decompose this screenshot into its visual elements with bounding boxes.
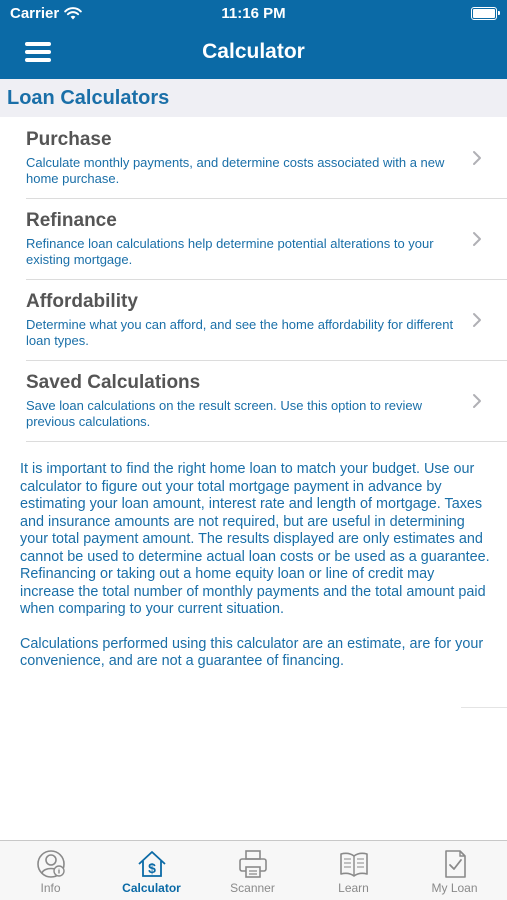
page-title: Calculator xyxy=(202,40,305,63)
chevron-right-icon xyxy=(471,231,483,247)
section-header xyxy=(0,79,507,117)
list-item-title: Refinance xyxy=(26,210,117,231)
tab-label: My Loan xyxy=(431,881,478,895)
navigation-header xyxy=(0,0,507,79)
svg-text:$: $ xyxy=(147,860,156,876)
list-item-description: Determine what you can afford, and see the home affordability for different loan types. xyxy=(26,317,454,348)
disclaimer-paragraph: It is important to find the right home loan to match your budget. Use our calculator to figure out your total mortgage payment in advance by estimating your loan amount, interest rate and length of mortgage. Taxes and insurance amounts are not required, but are useful in determining your total payment amount. The results displayed are only estimates and cannot be used to determine actual loan costs or be used as a guarantee. Refinancing or taking out a home equity loan or line of credit may increase the total number of monthly payments and the total amount paid when comparing to your current situation. xyxy=(20,461,490,617)
disclaimer-paragraph: Calculations performed using this calculator are an estimate, are for your convenience, and are not a guarantee of financing. xyxy=(20,635,484,669)
tab-label: Info xyxy=(40,881,61,895)
list-item-refinance[interactable] xyxy=(0,199,507,280)
divider xyxy=(26,441,507,442)
calculator-house-icon xyxy=(136,848,168,880)
list-item-title: Purchase xyxy=(26,129,112,150)
printer-scanner-icon xyxy=(237,848,269,880)
calculator-list xyxy=(0,118,507,442)
list-item-affordability[interactable] xyxy=(0,280,507,361)
list-item-description: Save loan calculations on the result screen. Use this option to review previous calculations. xyxy=(26,398,422,429)
tab-learn[interactable] xyxy=(303,841,404,900)
list-item-title: Affordability xyxy=(26,291,138,312)
list-item-saved-calculations[interactable] xyxy=(0,361,507,442)
tab-label: Calculator xyxy=(122,881,181,895)
chevron-right-icon xyxy=(471,312,483,328)
tab-my-loan[interactable] xyxy=(404,841,505,900)
checked-document-icon xyxy=(439,848,471,880)
list-item-description: Calculate monthly payments, and determine costs associated with a new home purchase. xyxy=(26,155,445,186)
status-time: 11:16 PM xyxy=(221,5,286,22)
tab-bar xyxy=(0,840,507,900)
disclaimer-text xyxy=(20,461,490,671)
status-bar xyxy=(0,0,507,28)
list-item-description: Refinance loan calculations help determine potential alterations to your existing mortgage. xyxy=(26,236,434,267)
tab-info[interactable] xyxy=(0,841,101,900)
list-item-purchase[interactable] xyxy=(0,118,507,199)
tab-label: Scanner xyxy=(230,881,275,895)
divider xyxy=(461,707,507,708)
tab-scanner[interactable] xyxy=(202,841,303,900)
carrier-label: Carrier xyxy=(10,5,60,22)
chevron-right-icon xyxy=(471,393,483,409)
tab-label: Learn xyxy=(338,881,369,895)
tab-calculator[interactable] xyxy=(101,841,202,900)
chevron-right-icon xyxy=(471,150,483,166)
open-book-icon xyxy=(338,848,370,880)
battery-icon xyxy=(471,7,497,20)
section-header-label: Loan Calculators xyxy=(7,87,170,109)
list-item-title: Saved Calculations xyxy=(26,372,201,393)
person-info-icon xyxy=(35,848,67,880)
